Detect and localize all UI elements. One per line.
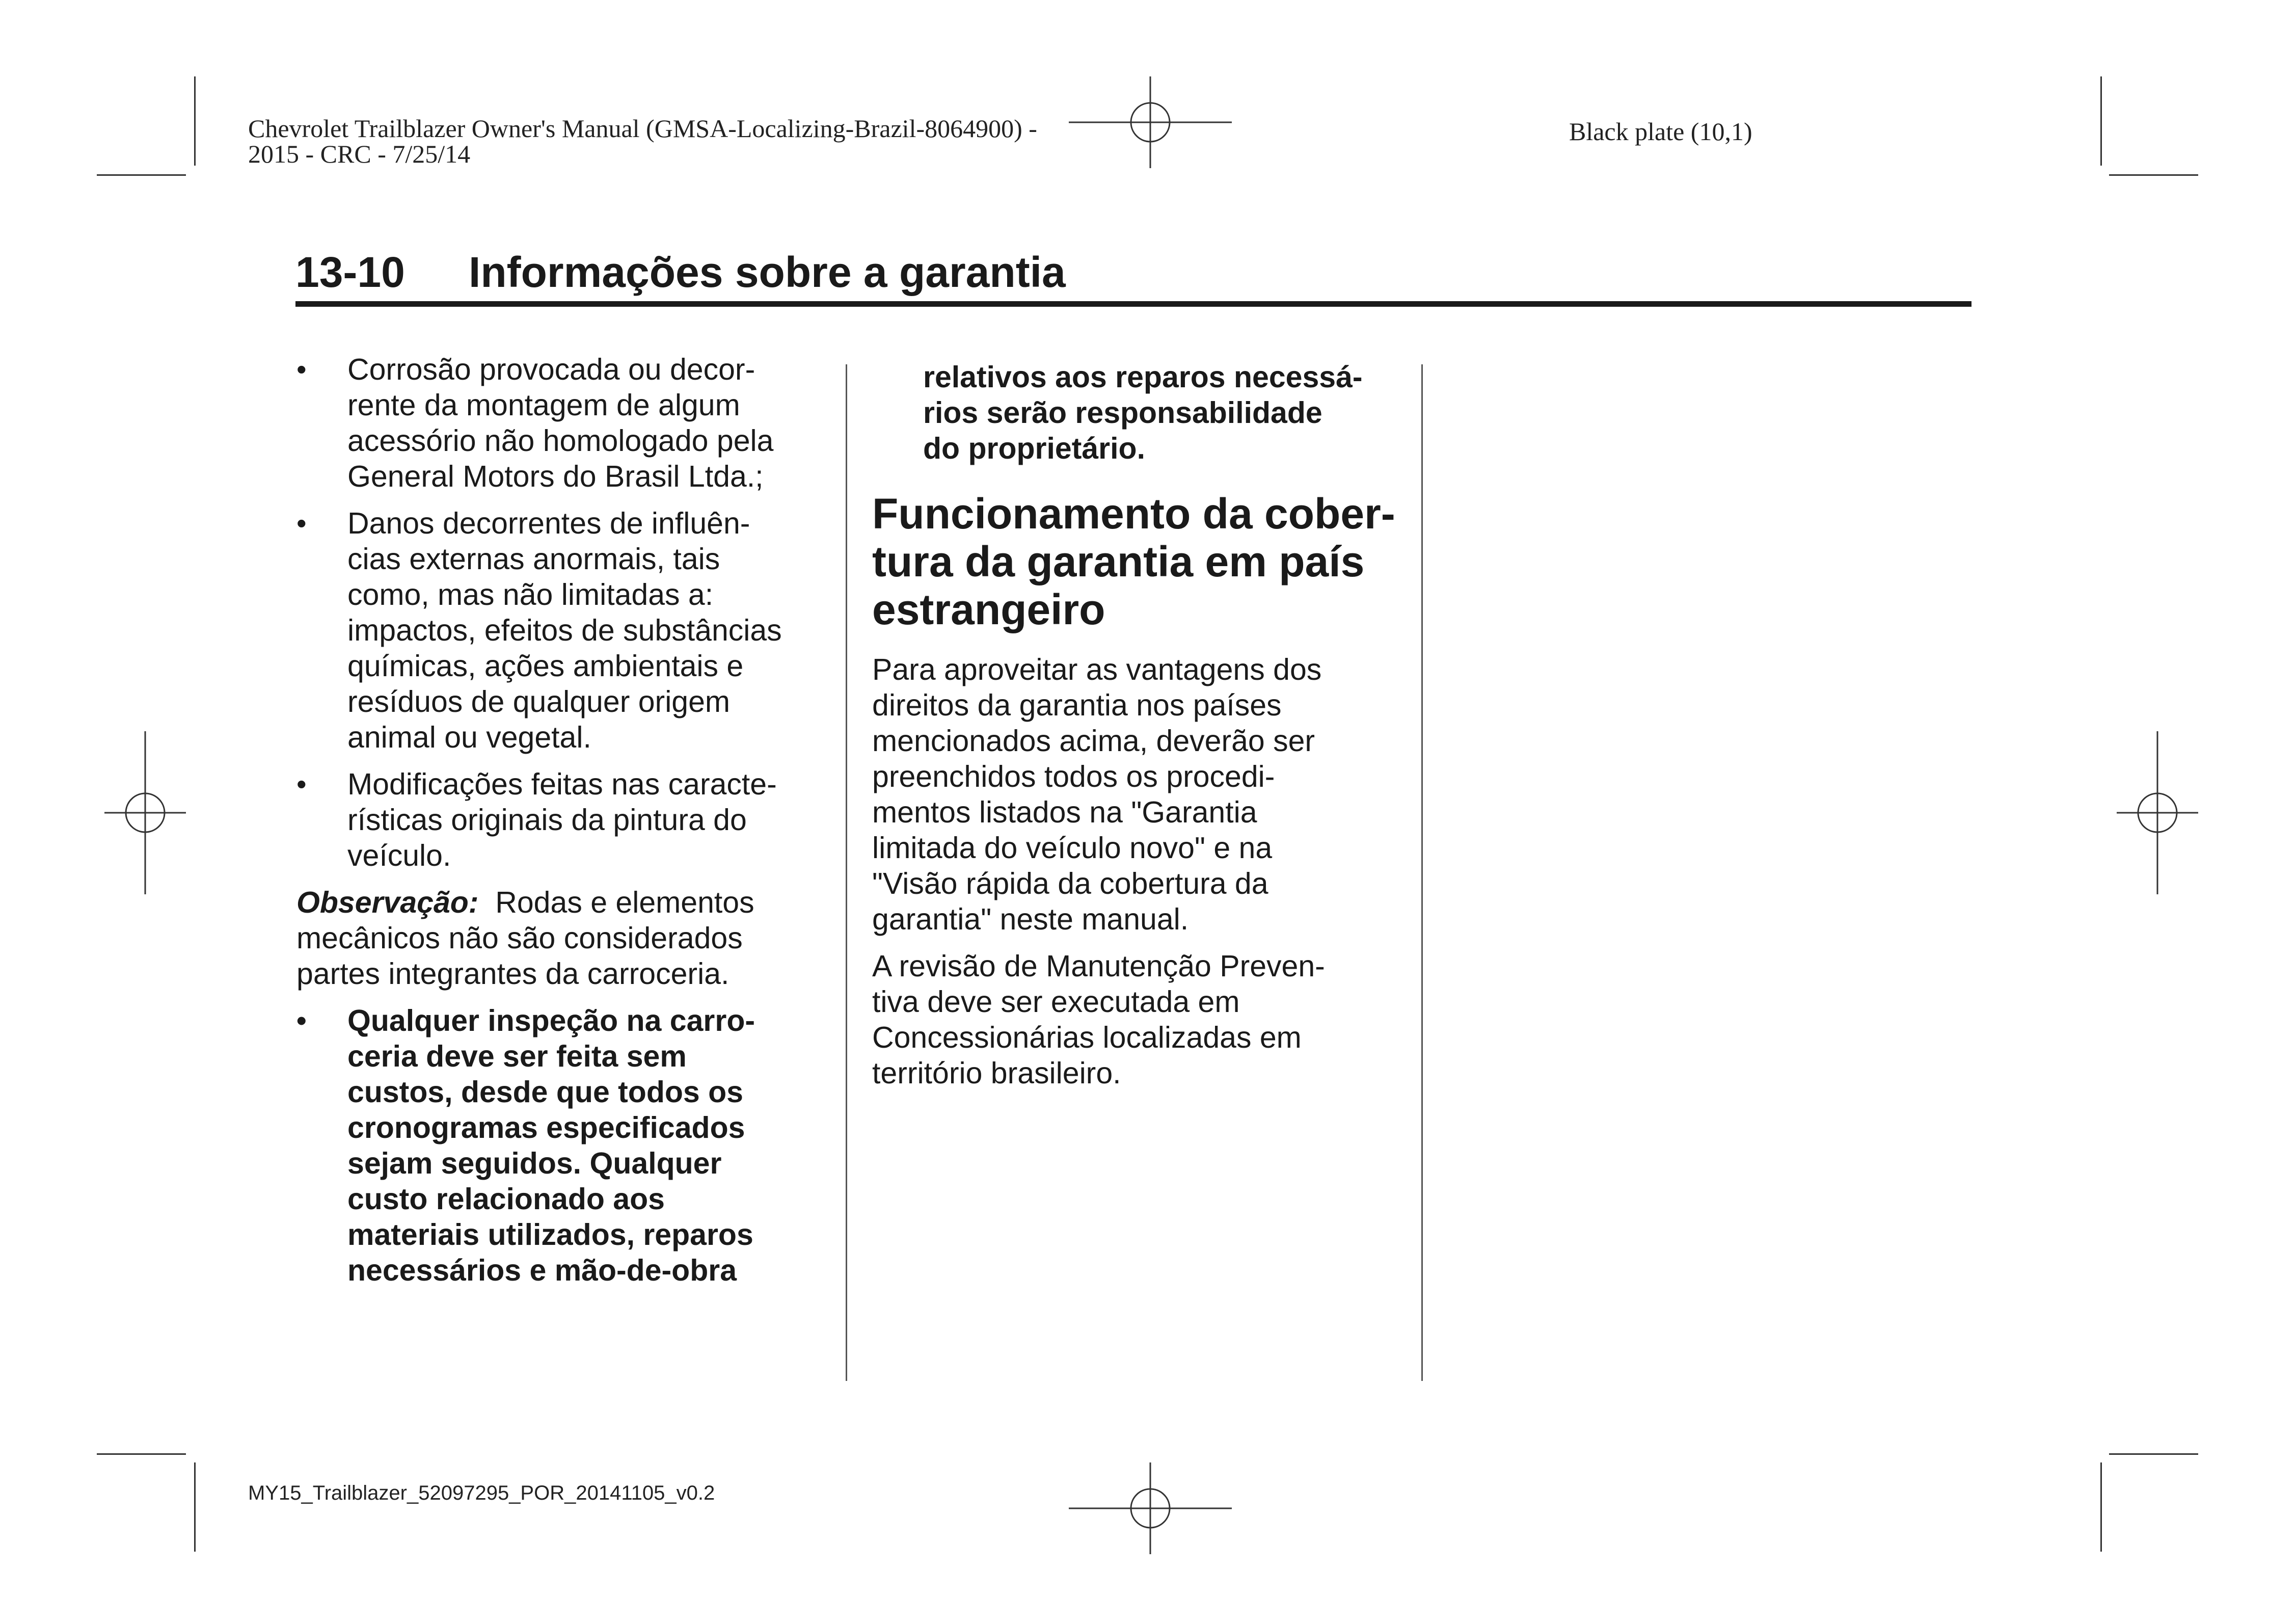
crop-mark-top-right-vertical (2100, 76, 2102, 166)
bullet-3-line: Modificações feitas nas caracte- (347, 767, 777, 801)
list-item (296, 1003, 826, 1288)
para-1-line: "Visão rápida da cobertura da (872, 867, 1268, 900)
bullet-1-line: rente da montagem de algum (347, 388, 740, 422)
crop-mark-bottom-left-horizontal (97, 1453, 186, 1455)
para-2-line: Concessionárias localizadas em (872, 1021, 1302, 1054)
para-1-line: Para aproveitar as vantagens dos (872, 653, 1322, 686)
crop-mark-bottom-right-vertical (2100, 1462, 2102, 1552)
bullet-4-line: sejam seguidos. Qualquer (347, 1147, 722, 1180)
para-2-line: tiva deve ser executada em (872, 985, 1240, 1019)
header-plate-label: Black plate (10,1) (1569, 117, 1752, 146)
para-2-line: território brasileiro. (872, 1056, 1121, 1090)
crop-mark-top-left-vertical (194, 76, 196, 166)
bullet-2-line: químicas, ações ambientais e (347, 649, 744, 683)
continued-line: rios serão responsabilidade (923, 396, 1322, 430)
crop-mark-top-right-horizontal (2109, 174, 2198, 176)
bullet-symbol: • (296, 1004, 307, 1036)
bullet-1-line: General Motors do Brasil Ltda.; (347, 460, 764, 493)
bullet-symbol: • (296, 768, 307, 800)
note-line: Rodas e elementos (495, 886, 754, 919)
para-1-line: mencionados acima, deverão ser (872, 724, 1315, 758)
list-item (296, 766, 826, 873)
note-line: mecânicos não são considerados (296, 921, 743, 955)
continued-line: relativos aos reparos necessá- (923, 360, 1363, 394)
crop-mark-bottom-right-horizontal (2109, 1453, 2198, 1455)
bullet-1-line: acessório não homologado pela (347, 424, 774, 458)
bullet-4-line: ceria deve ser feita sem (347, 1040, 687, 1073)
header-meta-line-1: Chevrolet Trailblazer Owner's Manual (GMSA-Localizing-Brazil-8064900) - (248, 114, 1037, 143)
bullet-4-line: cronogramas especificados (347, 1111, 745, 1144)
bullet-4-line: necessários e mão-de-obra (347, 1254, 737, 1287)
column-divider-right (1421, 364, 1423, 1381)
bullet-1-line: Corrosão provocada ou decor- (347, 353, 755, 386)
bullet-symbol: • (296, 353, 307, 385)
registration-mark-right-middle (2117, 731, 2198, 894)
paragraph (872, 948, 1412, 1091)
para-1-line: limitada do veículo novo" e na (872, 831, 1273, 865)
section-title-line: tura da garantia em país (872, 538, 1365, 585)
chapter-title: Informações sobre a garantia (469, 248, 1066, 296)
running-head-rule (295, 301, 1971, 307)
bullet-3-line: veículo. (347, 839, 451, 872)
section-title-line: Funcionamento da cober- (872, 490, 1395, 538)
crop-mark-top-left-horizontal (97, 174, 186, 176)
note-paragraph (296, 885, 826, 992)
para-1-line: garantia" neste manual. (872, 902, 1189, 936)
registration-mark-bottom-center (1069, 1462, 1232, 1554)
note-label: Observação: (296, 886, 479, 919)
bullet-2-line: impactos, efeitos de substâncias (347, 614, 782, 647)
bullet-4-line: Qualquer inspeção na carro- (347, 1004, 755, 1037)
section-title-line: estrangeiro (872, 585, 1105, 633)
bullet-3-line: rísticas originais da pintura do (347, 803, 747, 837)
column-divider-left (846, 364, 847, 1381)
para-2-line: A revisão de Manutenção Preven- (872, 949, 1325, 983)
bullet-4-line: custos, desde que todos os (347, 1075, 743, 1109)
section-title (872, 490, 1412, 633)
para-1-line: preenchidos todos os procedi- (872, 760, 1275, 793)
para-1-line: direitos da garantia nos países (872, 688, 1282, 722)
bullet-2-line: cias externas anormais, tais (347, 542, 720, 576)
list-item (296, 352, 826, 494)
running-head (295, 249, 1971, 296)
footer-doc-id: MY15_Trailblazer_52097295_POR_20141105_v0.2 (248, 1482, 715, 1504)
list-item (296, 505, 826, 755)
para-1-line: mentos listados na "Garantia (872, 795, 1257, 829)
bullet-2-line: resíduos de qualquer origem (347, 685, 731, 718)
bullet-4-line: custo relacionado aos (347, 1182, 665, 1216)
bullet-2-line: Danos decorrentes de influên- (347, 507, 750, 540)
continued-line: do proprietário. (923, 432, 1145, 465)
bullet-4-line: materiais utilizados, reparos (347, 1218, 753, 1252)
continued-paragraph (872, 359, 1412, 466)
page-number: 13-10 (295, 248, 405, 296)
bullet-2-line: como, mas não limitadas a: (347, 578, 714, 611)
middle-column (872, 359, 1412, 1102)
note-line: partes integrantes da carroceria. (296, 957, 730, 991)
crop-mark-bottom-left-vertical (194, 1462, 196, 1552)
left-column (296, 352, 826, 1299)
bullet-2-line: animal ou vegetal. (347, 721, 591, 754)
bullet-symbol: • (296, 507, 307, 539)
registration-mark-top-center (1069, 76, 1232, 168)
header-meta-line-2: 2015 - CRC - 7/25/14 (248, 140, 471, 168)
paragraph (872, 652, 1412, 937)
registration-mark-left-middle (104, 731, 186, 894)
